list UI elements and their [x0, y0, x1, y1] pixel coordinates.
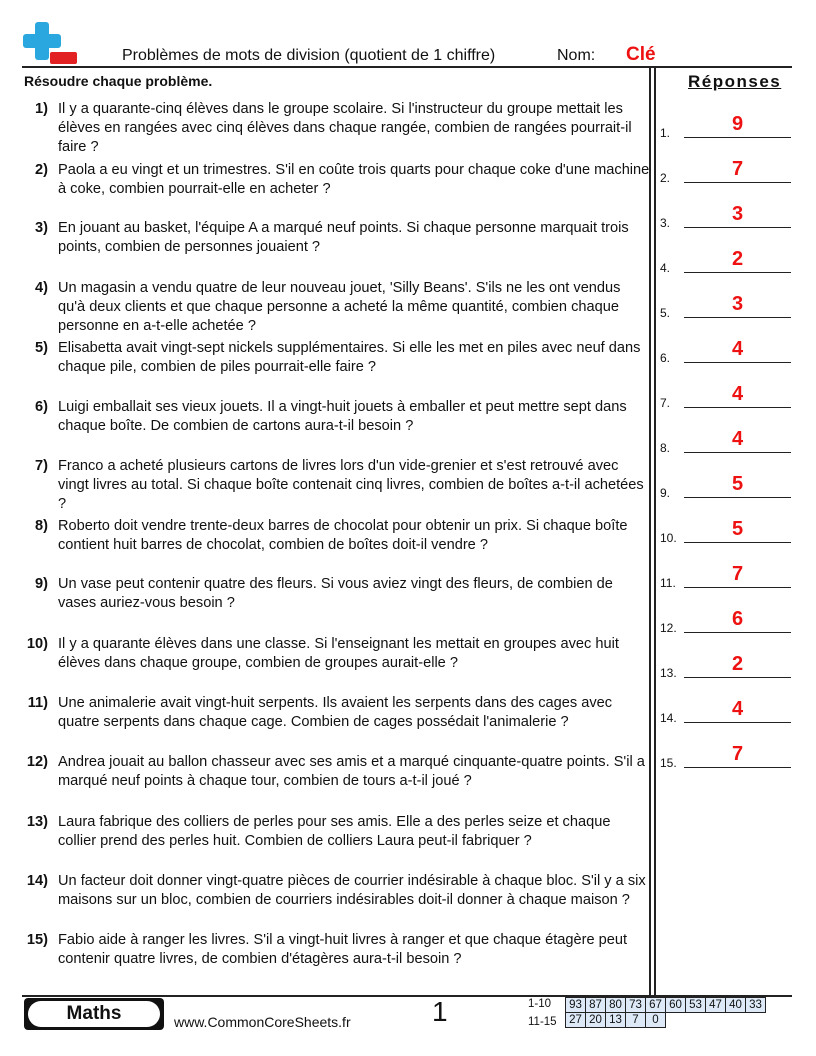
answer-value: 5	[731, 473, 744, 495]
problem-item	[20, 635, 650, 673]
answer-value: 2	[731, 248, 744, 270]
problem-text: Un facteur doit donner vingt-quatre pièces de courrier indésirable à chaque bloc. S'il y a six maisons sur un bloc, combien de courriers indésirables doit-il donner à chaque maison ?	[58, 873, 646, 908]
score-cell: 7	[626, 1013, 646, 1028]
answer-number: 2.	[660, 171, 671, 185]
score-cell: 40	[726, 998, 746, 1013]
answer-line[interactable]	[684, 497, 791, 498]
answer-line[interactable]	[684, 317, 791, 318]
answer-line[interactable]	[684, 182, 791, 183]
answer-number: 11.	[660, 576, 676, 590]
answer-number: 15.	[660, 756, 677, 770]
page-number: 1	[432, 996, 448, 1027]
score-cell: 13	[606, 1013, 626, 1028]
answer-value: 4	[731, 338, 744, 360]
answer-number: 4.	[660, 261, 671, 275]
answer-value: 7	[731, 743, 744, 765]
problem-text: Un magasin a vendu quatre de leur nouveau jouet, 'Silly Beans'. S'ils ne les ont vendus qu'à deux clients et que chaque personne a acheté la même quantité, combien chaque personne en a-t-elle achetée ?	[58, 280, 621, 334]
problem-number: 12)	[26, 754, 48, 770]
problem-text: Elisabetta avait vingt-sept nickels supplémentaires. Si elle les met en piles avec neuf dans chaque pile, combien de piles pourrait-elle faire ?	[58, 340, 641, 375]
score-row-label: 11-15	[528, 1016, 557, 1028]
website-link[interactable]: www.CommonCoreSheets.fr	[174, 1014, 351, 1030]
problem-number: 1)	[35, 101, 48, 117]
answer-line[interactable]	[684, 542, 791, 543]
problem-item	[20, 517, 650, 555]
answer-number: 1.	[660, 126, 671, 140]
answer-row	[660, 564, 795, 588]
answer-line[interactable]	[684, 137, 791, 138]
problem-number: 8)	[35, 518, 48, 534]
problem-number: 13)	[26, 814, 48, 830]
problem-text: Il y a quarante-cinq élèves dans le groupe scolaire. Si l'instructeur du groupe mettait les élèves en rangées avec cinq élèves dans chaque rangée, combien de rangées pourrait-il faire ?	[58, 101, 632, 155]
instructions: Résoudre chaque problème.	[24, 73, 213, 89]
answer-line[interactable]	[684, 767, 791, 768]
answer-line[interactable]	[684, 632, 791, 633]
problem-number: 4)	[35, 280, 48, 296]
score-cell-empty	[726, 1013, 746, 1028]
answer-line[interactable]	[684, 362, 791, 363]
score-cell: 93	[566, 998, 586, 1013]
answer-line[interactable]	[684, 587, 791, 588]
answer-value: 5	[731, 518, 744, 540]
column-divider	[654, 67, 656, 997]
score-cell: 73	[626, 998, 646, 1013]
subject-label: Maths	[28, 1001, 160, 1027]
header-divider	[22, 66, 792, 68]
problem-number: 10)	[26, 636, 48, 652]
score-cell: 53	[686, 998, 706, 1013]
problem-text: Andrea jouait au ballon chasseur avec ses amis et a marqué cinquante-quatre points. S'il a marqué neuf points à chaque tour, combien de tours a-t-il joué ?	[58, 754, 645, 789]
score-cell-empty	[666, 1013, 686, 1028]
problem-text: Il y a quarante élèves dans une classe. Si l'enseignant les mettait en groupes avec huit élèves dans chaque groupe, combien de groupes aurait-elle ?	[58, 636, 619, 671]
answer-row	[660, 609, 795, 633]
answer-key-label: Clé	[626, 44, 656, 65]
problem-text: Laura fabrique des colliers de perles pour ses amis. Elle a des perles seize et chaque collier prend des perles huit. Combien de colliers Laura peut-il fabriquer ?	[58, 814, 611, 849]
problem-text: Un vase peut contenir quatre des fleurs. Si vous aviez vingt des fleurs, de combien de vases auriez-vous besoin ?	[58, 576, 613, 611]
answer-row	[660, 744, 795, 768]
answer-value: 2	[731, 653, 744, 675]
answer-value: 4	[731, 698, 744, 720]
score-cell-empty	[746, 1013, 766, 1028]
score-cell: 33	[746, 998, 766, 1013]
answer-row	[660, 699, 795, 723]
problem-item	[20, 339, 650, 377]
answer-value: 3	[731, 203, 744, 225]
score-cell: 80	[606, 998, 626, 1013]
problem-item	[20, 100, 650, 157]
score-cell: 0	[646, 1013, 666, 1028]
worksheet-title: Problèmes de mots de division (quotient de 1 chiffre)	[122, 47, 496, 64]
answer-row	[660, 429, 795, 453]
answer-value: 9	[731, 113, 744, 135]
answer-value: 6	[731, 608, 744, 630]
problem-item	[20, 457, 650, 514]
answer-row	[660, 654, 795, 678]
score-table	[565, 997, 766, 1028]
score-row-label: 1-10	[528, 998, 552, 1010]
problem-number: 14)	[26, 873, 48, 889]
answer-number: 13.	[660, 666, 677, 680]
problem-number: 6)	[35, 399, 48, 415]
problem-item	[20, 161, 650, 199]
problem-text: Fabio aide à ranger les livres. S'il a vingt-huit livres à ranger et que chaque étagère peut contenir quatre livres, de combien d'étagères aura-t-il besoin ?	[58, 932, 628, 967]
problem-item	[20, 279, 650, 336]
name-label: Nom:	[557, 47, 596, 64]
problem-item	[20, 219, 650, 257]
problem-text: Paola a eu vingt et un trimestres. S'il en coûte trois quarts pour chaque coke d'une machine à coke, combien pourrait-elle en acheter ?	[58, 162, 650, 197]
problem-item	[20, 753, 650, 791]
score-cell-empty	[686, 1013, 706, 1028]
problem-text: Une animalerie avait vingt-huit serpents. Ils avaient les serpents dans des cages avec quatre serpents dans chaque cage. Combien de cages possédait l'animalerie ?	[58, 695, 613, 730]
answer-line[interactable]	[684, 227, 791, 228]
problem-number: 15)	[26, 932, 48, 948]
answer-value: 4	[731, 383, 744, 405]
answer-line[interactable]	[684, 272, 791, 273]
answer-row	[660, 204, 795, 228]
score-cell: 20	[586, 1013, 606, 1028]
problem-item	[20, 872, 650, 910]
answer-line[interactable]	[684, 722, 791, 723]
answer-line[interactable]	[684, 452, 791, 453]
score-cell: 60	[666, 998, 686, 1013]
answer-number: 6.	[660, 351, 671, 365]
problem-text: En jouant au basket, l'équipe A a marqué neuf points. Si chaque personne marquait trois points, combien de personnes jouaient ?	[58, 220, 629, 255]
answer-line[interactable]	[684, 677, 791, 678]
problem-number: 2)	[35, 162, 48, 178]
problem-item	[20, 575, 650, 613]
score-cell: 67	[646, 998, 666, 1013]
answer-value: 3	[731, 293, 744, 315]
score-cell: 87	[586, 998, 606, 1013]
problem-number: 3)	[35, 220, 48, 236]
problem-item	[20, 813, 650, 851]
answer-value: 4	[731, 428, 744, 450]
answer-number: 12.	[660, 621, 677, 635]
answer-number: 8.	[660, 441, 671, 455]
answer-line[interactable]	[684, 407, 791, 408]
answer-row	[660, 339, 795, 363]
problem-text: Franco a acheté plusieurs cartons de livres lors d'un vide-grenier et s'est retrouvé avec vingt livres au total. Si chaque boîte contenait cinq livres, combien de boîtes a-t-il achetées ?	[58, 458, 644, 512]
answer-number: 14.	[660, 711, 677, 725]
problem-number: 9)	[35, 576, 48, 592]
answer-value: 7	[731, 563, 744, 585]
answer-number: 3.	[660, 216, 671, 230]
answer-row	[660, 249, 795, 273]
answer-number: 5.	[660, 306, 671, 320]
subject-badge	[24, 998, 164, 1030]
answer-row	[660, 114, 795, 138]
answer-row	[660, 384, 795, 408]
answer-value: 7	[731, 158, 744, 180]
answer-number: 9.	[660, 486, 671, 500]
answers-title: Réponses	[688, 72, 782, 91]
problem-text: Luigi emballait ses vieux jouets. Il a vingt-huit jouets à emballer et peut mettre sept dans chaque boîte. De combien de cartons aura-t-il besoin ?	[58, 399, 627, 434]
plus-minus-logo-icon	[22, 22, 78, 68]
score-cell-empty	[706, 1013, 726, 1028]
answer-row	[660, 519, 795, 543]
score-cell: 27	[566, 1013, 586, 1028]
answer-number: 7.	[660, 396, 671, 410]
problem-number: 5)	[35, 340, 48, 356]
answer-row	[660, 474, 795, 498]
problem-number: 11)	[27, 695, 48, 711]
problem-item	[20, 694, 650, 732]
score-cell: 47	[706, 998, 726, 1013]
problem-text: Roberto doit vendre trente-deux barres de chocolat pour obtenir un prix. Si chaque boîte contient huit barres de chocolat, combien de boîtes doit-il vendre ?	[58, 518, 628, 553]
problem-item	[20, 398, 650, 436]
answer-number: 10.	[660, 531, 677, 545]
answer-row	[660, 294, 795, 318]
problem-item	[20, 931, 650, 969]
problem-number: 7)	[35, 458, 48, 474]
answer-row	[660, 159, 795, 183]
